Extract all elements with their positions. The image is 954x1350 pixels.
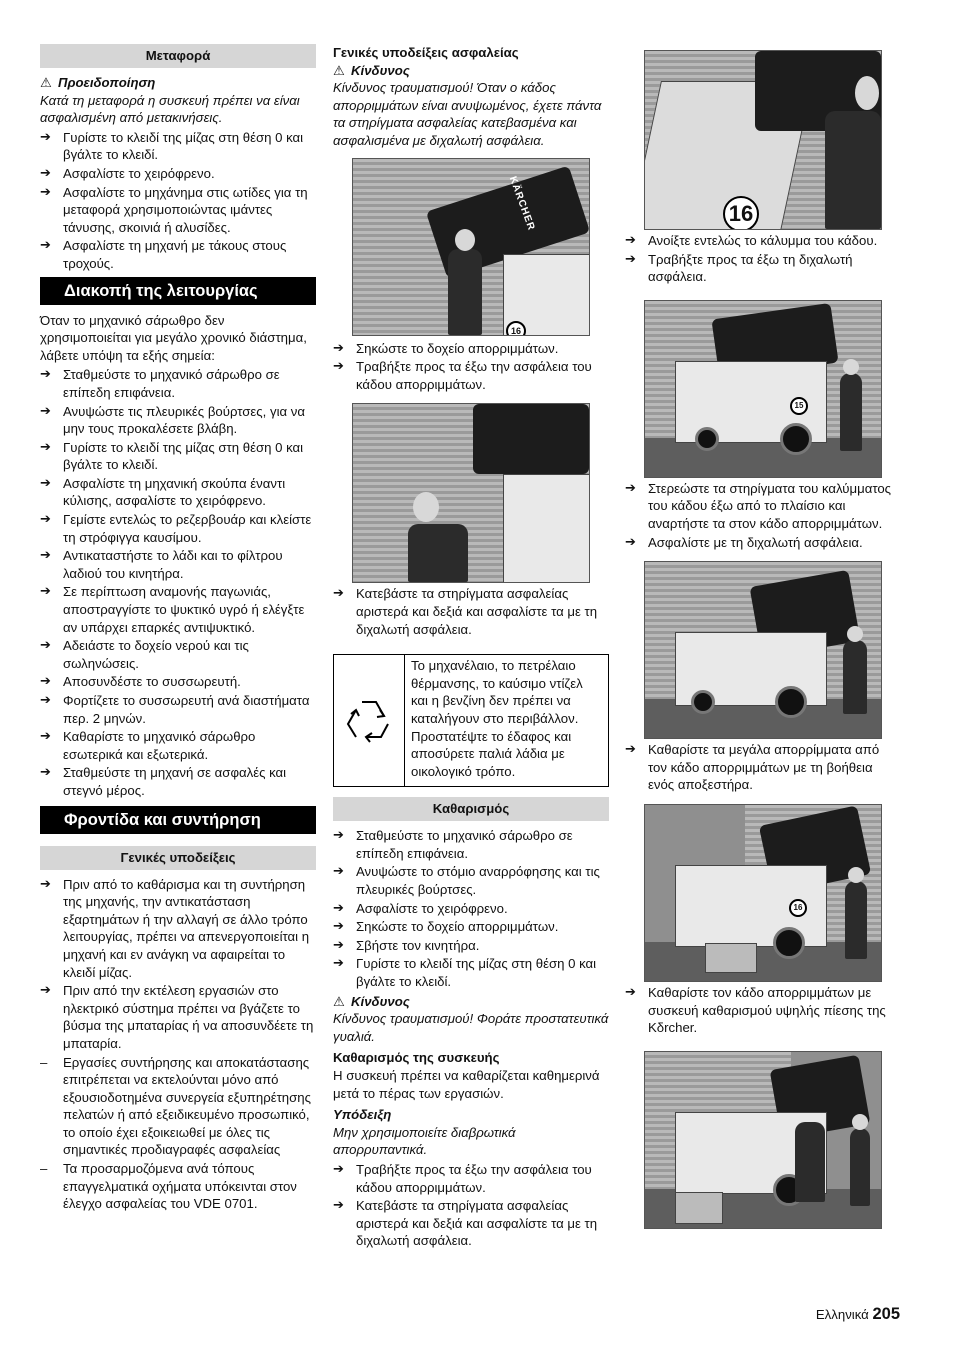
list-item: – Τα προσαρμοζόμενα ανά τόπους επαγγελματικά οχήματα υπόκεινται στον έλεγχο ασφαλείας του VDE 0701. xyxy=(40,1160,316,1213)
list-item: ➔ Γυρίστε το κλειδί της μίζας στη θέση 0 και βγάλτε το κλειδί. xyxy=(333,955,609,990)
photo-pressure-washer xyxy=(644,804,882,982)
warning-title: Προειδοποίηση xyxy=(58,75,156,90)
safety-heading: Γενικές υποδείξεις ασφαλείας xyxy=(333,45,519,60)
photo-washing-hopper xyxy=(644,1051,882,1229)
photo-lifting-hopper xyxy=(352,158,590,336)
list-item: ➔ Πριν από την εκτέλεση εργασιών στο ηλεκτρικό σύστημα πρέπει να βγάζετε το βύσμα της μπαταρίας ή να αποσυνδέετε τη μπαταρία. xyxy=(40,982,316,1052)
danger2-title: Κίνδυνος xyxy=(351,993,410,1009)
transport-steps-list xyxy=(40,129,316,273)
list-item: ➔ Κατεβάστε τα στηρίγματα ασφαλείας αριστερά και δεξιά και ασφαλίστε τα με τη διχαλωτή ασφάλεια. xyxy=(333,1197,609,1250)
cleaning-steps-list xyxy=(333,827,609,990)
list-item: ➔ Σε περίπτωση αναμονής παγωνιάς, αποστραγγίστε το ψυκτικό υγρό ή ελέγξτε αν υπάρχει επαρκές αντιψυκτικό. xyxy=(40,583,316,636)
device-cleaning-heading: Καθαρισμός της συσκευής xyxy=(333,1050,500,1066)
warning-heading xyxy=(40,74,316,92)
photo-lowering-supports xyxy=(352,403,590,583)
list-item: ➔ Αντικαταστήστε το λάδι και το φίλτρου λαδιού του κινητήρα. xyxy=(40,547,316,582)
callout-badge: 15 xyxy=(790,397,808,415)
photo-cover-supports xyxy=(644,300,882,478)
list-item: ➔ Τραβήξτε προς τα έξω τη διχαλωτή ασφάλεια. xyxy=(625,251,901,286)
list-item: ➔ Ανυψώστε τις πλευρικές βούρτσες, για να μην τους προκαλέσετε βλάβη. xyxy=(40,403,316,438)
list-item: ➔ Καθαρίστε το μηχανικό σάρωθρο εσωτερικά και εξωτερικά. xyxy=(40,728,316,763)
right-column xyxy=(625,44,901,1229)
final-steps-list xyxy=(333,1161,609,1250)
shutdown-intro: Όταν το μηχανικό σάρωθρο δεν χρησιμοποιείται για μεγάλο χρονικό διάστημα, λάβετε υπόψη τα εξής σημεία: xyxy=(40,312,307,363)
brand-label: KÄRCHER xyxy=(506,174,537,232)
warning-text: Κατά τη μεταφορά η συσκευή πρέπει να είναι ασφαλισμένη από μετακινήσεις. xyxy=(40,92,300,126)
section-header-shutdown: Διακοπή της λειτουργίας xyxy=(40,277,316,305)
environment-notice xyxy=(333,654,609,787)
callout-badge: 16 xyxy=(789,899,807,917)
general-dash-list xyxy=(40,1054,316,1213)
list-item: ➔ Ασφαλίστε το μηχάνημα στις ωτίδες για τη μεταφορά χρησιμοποιώντας ιμάντες τάνυσης, σκοινιά ή αλυσίδες. xyxy=(40,184,316,237)
list-item: ➔ Κατεβάστε τα στηρίγματα ασφαλείας αριστερά και δεξιά και ασφαλίστε τα με τη διχαλωτή ασφάλεια. xyxy=(333,585,609,638)
list-item: ➔ Γεμίστε εντελώς το ρεζερβουάρ και κλείστε τη στρόφιγγα καυσίμου. xyxy=(40,511,316,546)
recycle-icon xyxy=(334,655,405,786)
note-text: Μην χρησιμοποιείτε διαβρωτικά απορρυπαντικά. xyxy=(333,1124,516,1158)
photo3-steps-list xyxy=(625,741,901,794)
list-item: ➔ Γυρίστε το κλειδί της μίζας στη θέση 0 και βγάλτε το κλειδί. xyxy=(40,129,316,164)
footer-language: Ελληνικά xyxy=(815,1307,869,1322)
left-column xyxy=(40,44,316,1214)
middle-column xyxy=(333,44,609,1251)
section-header-care: Φροντίδα και συντήρηση xyxy=(40,806,316,834)
list-item: ➔ Στερεώστε τα στηρίγματα του καλύμματος του κάδου έξω από το πλαίσιο και αναρτήστε τα στον κάδο απορριμμάτων. xyxy=(625,480,901,533)
list-item: ➔ Φορτίζετε το συσσωρευτή ανά διαστήματα περ. 2 μηνών. xyxy=(40,692,316,727)
list-item: ➔ Αποσυνδέστε το συσσωρευτή. xyxy=(40,673,316,691)
photo-opening-cover xyxy=(644,50,882,230)
list-item: ➔ Αδειάστε το δοχείο νερού και τις σωληνώσεις. xyxy=(40,637,316,672)
list-item: ➔ Ανυψώστε το στόμιο αναρρόφησης και τις πλευρικές βούρτσες. xyxy=(333,863,609,898)
danger2-heading xyxy=(333,993,609,1011)
section-header-cleaning: Καθαρισμός xyxy=(333,797,609,821)
device-cleaning-text: Η συσκευή πρέπει να καθαρίζεται καθημερινά μετά το πέρας των εργασιών. xyxy=(333,1068,600,1101)
list-item: ➔ Ανοίξτε εντελώς το κάλυμμα του κάδου. xyxy=(625,232,901,250)
list-item: ➔ Πριν από το καθάρισμα και τη συντήρηση της μηχανής, την αντικατάσταση εξαρτημάτων ή την αλλαγή σε άλλο τρόπο λειτουργίας, πρέπει να απενεργοποιείται η μηχανή και εν ανάγκη να αφαιρείται το κλειδί μίζας. xyxy=(40,876,316,982)
danger-text: Κίνδυνος τραυματισμού! Όταν ο κάδος απορριμμάτων είναι ανυψωμένος, έχετε πάντα τα στηρίγματα ασφαλείας κατεβασμένα και ασφαλισμένα με διχαλωτή ασφάλεια. xyxy=(333,80,602,148)
photo-scraper-cleaning xyxy=(644,561,882,739)
section-header-general: Γενικές υποδείξεις xyxy=(40,846,316,870)
photo2-steps-list xyxy=(333,585,609,638)
environment-text: Το μηχανέλαιο, το πετρέλαιο θέρμανσης, το καύσιμο ντίζελ και η βενζίνη δεν πρέπει να καταλήγουν στο περιβάλλον. Προστατέψτε το έδαφος και αποσύρετε παλιά λάδια με οικολογικό τρόπο. xyxy=(411,658,583,779)
list-item: ➔ Σταθμεύστε τη μηχανή σε ασφαλές και στεγνό μέρος. xyxy=(40,764,316,799)
list-item: ➔ Σβήστε τον κινητήρα. xyxy=(333,937,609,955)
callout-badge: 16 xyxy=(506,321,526,336)
photo1-steps-list xyxy=(625,232,901,286)
note-heading: Υπόδειξη xyxy=(333,1107,392,1123)
list-item: ➔ Καθαρίστε τον κάδο απορριμμάτων με συσκευή καθαρισμού υψηλής πίεσης της Kδrcher. xyxy=(625,984,901,1037)
callout-badge: 16 xyxy=(723,196,759,230)
list-item: ➔ Ασφαλίστε το χειρόφρενο. xyxy=(333,900,609,918)
list-item: ➔ Σταθμεύστε το μηχανικό σάρωθρο σε επίπεδη επιφάνεια. xyxy=(40,366,316,401)
danger-heading xyxy=(333,62,609,80)
section-header-transport: Μεταφορά xyxy=(40,44,316,68)
shutdown-steps-list xyxy=(40,366,316,799)
general-steps-list xyxy=(40,876,316,1053)
list-item: – Εργασίες συντήρησης και αποκατάστασης επιτρέπεται να εκτελούνται μόνο από εξουσιοδοτημένα συνεργεία εξυπηρέτησης πελατών ή από εξειδικευμένο προσωπικό, το οποίο έχει εξοικειωθεί με όλες τις σημαντικές προδιαγραφές ασφαλείας xyxy=(40,1054,316,1160)
page-footer xyxy=(816,1306,900,1324)
list-item: ➔ Ασφαλίστε τη μηχανική σκούπα έναντι κύλισης, ασφαλίστε το χειρόφρενο. xyxy=(40,475,316,510)
list-item: ➔ Τραβήξτε προς τα έξω την ασφάλεια του κάδου απορριμμάτων. xyxy=(333,358,609,393)
photo4-steps-list xyxy=(625,984,901,1037)
list-item: ➔ Τραβήξτε προς τα έξω την ασφάλεια του κάδου απορριμμάτων. xyxy=(333,1161,609,1196)
photo2-steps-list xyxy=(625,480,901,551)
list-item: ➔ Ασφαλίστε με τη διχαλωτή ασφάλεια. xyxy=(625,534,901,552)
list-item: ➔ Γυρίστε το κλειδί της μίζας στη θέση 0 και βγάλτε το κλειδί. xyxy=(40,439,316,474)
photo1-steps-list xyxy=(333,340,609,394)
danger2-text: Κίνδυνος τραυματισμού! Φοράτε προστατευτικά γυαλιά. xyxy=(333,1011,609,1044)
list-item: ➔ Σηκώστε το δοχείο απορριμμάτων. xyxy=(333,918,609,936)
list-item: ➔ Καθαρίστε τα μεγάλα απορρίμματα από τον κάδο απορριμμάτων με τη βοήθεια ενός αποξεστήρα. xyxy=(625,741,901,794)
list-item: ➔ Σταθμεύστε το μηχανικό σάρωθρο σε επίπεδη επιφάνεια. xyxy=(333,827,609,862)
warning-triangle-icon: ⚠ xyxy=(333,62,345,78)
warning-triangle-icon: ⚠ xyxy=(333,993,345,1009)
list-item: ➔ Ασφαλίστε τη μηχανή με τάκους στους τροχούς. xyxy=(40,237,316,272)
list-item: ➔ Ασφαλίστε το χειρόφρενο. xyxy=(40,165,316,183)
list-item: ➔ Σηκώστε το δοχείο απορριμμάτων. xyxy=(333,340,609,358)
warning-triangle-icon: ⚠ xyxy=(40,75,52,90)
page-number: 205 xyxy=(872,1305,900,1323)
danger-title: Κίνδυνος xyxy=(351,62,410,78)
